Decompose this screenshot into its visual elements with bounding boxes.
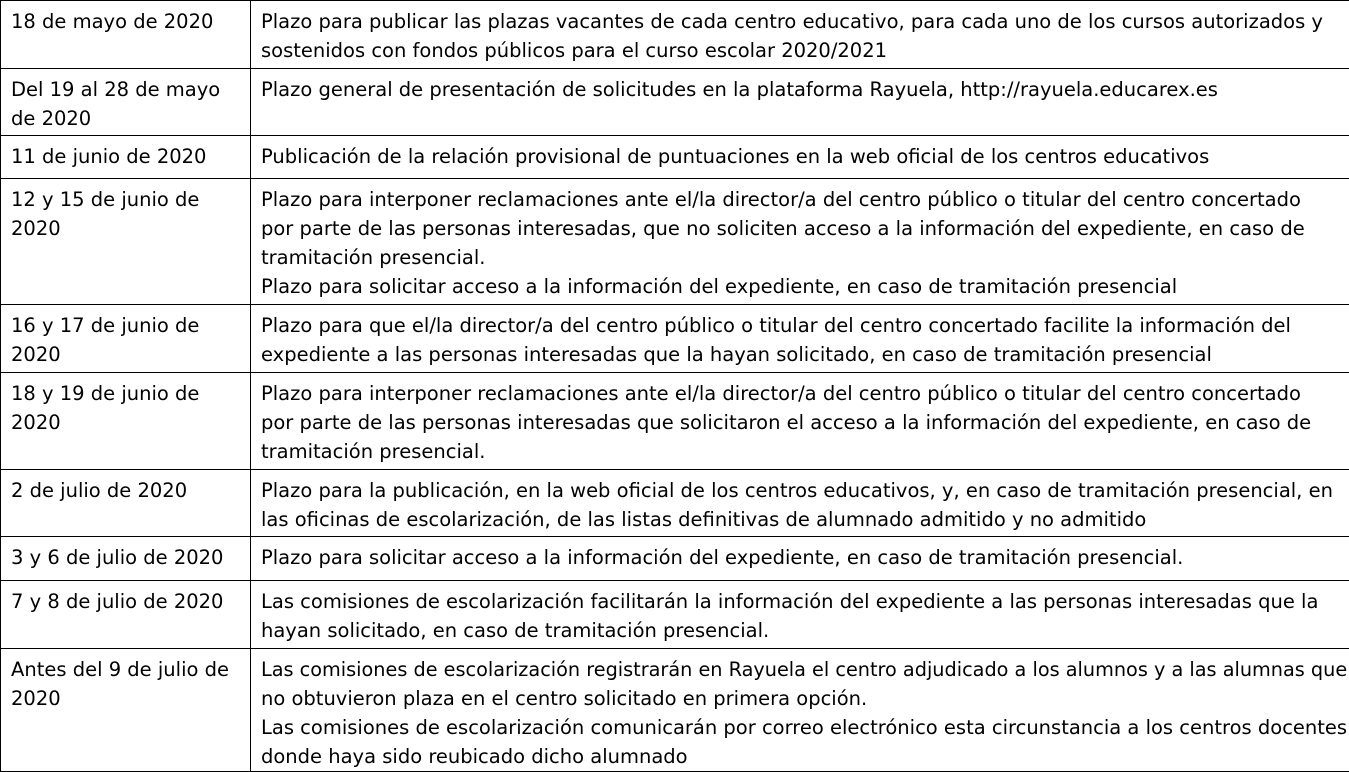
description-line: las oficinas de escolarización, de las listas definitivas de alumnado admitido y no admitido [261,505,1347,534]
description-cell [251,537,1349,581]
description-cell [251,373,1349,470]
date-cell [1,136,251,179]
description-line: sostenidos con fondos públicos para el curso escolar 2020/2021 [261,36,1347,65]
table-row [1,69,1349,136]
description-line: Plazo para la publicación, en la web oficial de los centros educativos, y, en caso de tramitación presencial, en [261,476,1347,505]
description-cell [251,470,1349,537]
description-line: Plazo general de presentación de solicitudes en la plataforma Rayuela, http://rayuela.educarex.es [261,75,1347,104]
date-cell [1,69,251,136]
table-row [1,305,1349,373]
table-row [1,179,1349,305]
table-row [1,470,1349,537]
description-line: hayan solicitado, en caso de tramitación presencial. [261,616,1347,645]
description-line: Las comisiones de escolarización comunicarán por correo electrónico esta circunstancia a los centros docentes [261,713,1347,742]
date-text: 11 de junio de 2020 [11,142,246,171]
description-cell [251,649,1349,772]
date-text: 16 y 17 de junio de 2020 [11,311,246,369]
description-line: Plazo para publicar las plazas vacantes de cada centro educativo, para cada uno de los cursos autorizados y [261,7,1347,36]
date-cell [1,581,251,649]
description-line: Plazo para solicitar acceso a la información del expediente, en caso de tramitación presencial. [261,543,1347,572]
date-cell [1,179,251,305]
description-line: por parte de las personas interesadas que solicitaron el acceso a la información del expediente, en caso de [261,408,1347,437]
description-cell [251,136,1349,179]
description-line: Plazo para que el/la director/a del centro público o titular del centro concertado facilite la información del [261,311,1347,340]
table-row [1,537,1349,581]
description-cell [251,305,1349,373]
date-text: Del 19 al 28 de mayo de 2020 [11,75,246,133]
date-text: 7 y 8 de julio de 2020 [11,587,246,616]
description-line: Plazo para interponer reclamaciones ante el/la director/a del centro público o titular del centro concertado [261,379,1347,408]
date-cell [1,649,251,772]
description-line: expediente a las personas interesadas que la hayan solicitado, en caso de tramitación presencial [261,340,1347,369]
description-line: no obtuvieron plaza en el centro solicitado en primera opción. [261,684,1347,713]
table-row [1,373,1349,470]
date-text: 18 de mayo de 2020 [11,7,246,36]
date-cell [1,470,251,537]
description-line: Plazo para solicitar acceso a la información del expediente, en caso de tramitación presencial [261,272,1347,301]
table-row [1,649,1349,772]
description-line: Las comisiones de escolarización registrarán en Rayuela el centro adjudicado a los alumnos y a las alumnas que [261,655,1347,684]
description-line: por parte de las personas interesadas, que no soliciten acceso a la información del expediente, en caso de [261,214,1347,243]
date-cell [1,373,251,470]
description-line: tramitación presencial. [261,437,1347,466]
description-line: tramitación presencial. [261,243,1347,272]
date-cell [1,305,251,373]
table-row [1,1,1349,69]
description-line: Publicación de la relación provisional de puntuaciones en la web oficial de los centros educativos [261,142,1347,171]
date-text: Antes del 9 de julio de 2020 [11,655,246,713]
description-cell [251,179,1349,305]
description-line: Plazo para interponer reclamaciones ante el/la director/a del centro público o titular del centro concertado [261,185,1347,214]
description-line: donde haya sido reubicado dicho alumnado [261,742,1347,771]
schedule-table-body [1,1,1349,772]
description-line: Las comisiones de escolarización facilitarán la información del expediente a las personas interesadas que la [261,587,1347,616]
date-cell [1,537,251,581]
table-row [1,136,1349,179]
date-text: 3 y 6 de julio de 2020 [11,543,246,572]
description-cell [251,69,1349,136]
table-row [1,581,1349,649]
description-cell [251,581,1349,649]
date-text: 18 y 19 de junio de 2020 [11,379,246,437]
description-cell [251,1,1349,69]
date-text: 2 de julio de 2020 [11,476,246,505]
date-text: 12 y 15 de junio de 2020 [11,185,246,243]
date-cell [1,1,251,69]
